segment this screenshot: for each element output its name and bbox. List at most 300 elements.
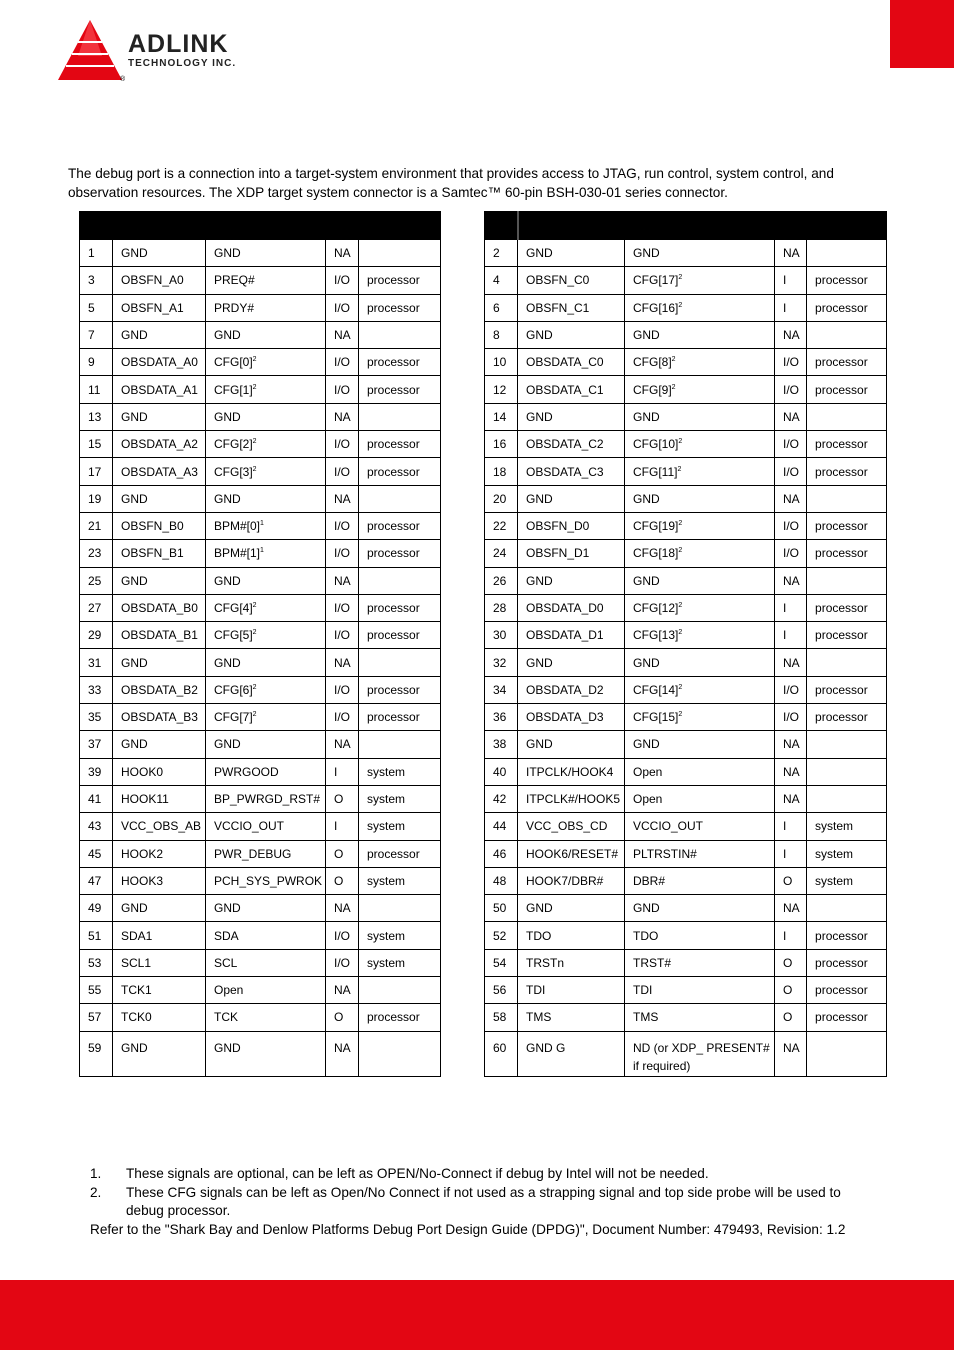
note-number: 2. (90, 1184, 102, 1200)
footnote-ref: 2 (252, 438, 257, 446)
signal-name: TDO (526, 928, 552, 943)
connection: CFG[12] (633, 601, 679, 615)
connection: GND (633, 491, 660, 506)
table-row (80, 594, 441, 621)
connection: BP_PWRGD_RST# (214, 792, 321, 807)
signal-name: HOOK6/RESET# (526, 846, 619, 861)
pin-number-cell (485, 949, 518, 976)
connection-cell (206, 594, 326, 621)
direction-cell (775, 704, 807, 731)
connection-cell (625, 895, 775, 922)
signal-name: OBSDATA_A2 (121, 437, 198, 452)
direction-cell (775, 240, 807, 267)
table-row (80, 512, 441, 539)
direction-cell (326, 594, 359, 621)
signal-name-cell (113, 240, 206, 267)
pin-number-cell (80, 294, 113, 321)
pin-number: 50 (493, 901, 507, 916)
pin-number: 54 (493, 955, 507, 970)
signal-name-cell (113, 376, 206, 403)
pin-number-cell (485, 840, 518, 867)
footnote-ref: 2 (252, 629, 257, 637)
connection: GND (633, 737, 660, 752)
signal-name-cell (113, 867, 206, 894)
connection-cell (625, 267, 775, 294)
power-domain-cell (807, 540, 887, 567)
pin-number: 49 (88, 901, 102, 916)
connection: SDA (214, 928, 239, 943)
table-row (485, 758, 887, 785)
power-domain-cell (807, 813, 887, 840)
pin-number: 4 (493, 273, 500, 288)
power-domain: processor (815, 546, 868, 561)
table-row (80, 240, 441, 267)
connection: GND (214, 655, 241, 670)
direction-cell (326, 403, 359, 430)
note-text: These signals are optional, can be left as OPEN/No-Connect if debug by Intel will not be needed. (126, 1166, 709, 1181)
table-row (485, 977, 887, 1004)
table-row (80, 349, 441, 376)
direction-cell (326, 294, 359, 321)
connection: GND (633, 655, 660, 670)
power-domain: system (367, 792, 406, 807)
direction: I (783, 628, 787, 643)
signal-name: OBSDATA_D1 (526, 628, 604, 643)
table-row (485, 704, 887, 731)
footnote-ref: 2 (678, 520, 683, 528)
pin-number: 47 (88, 873, 102, 888)
table-row (485, 267, 887, 294)
pin-number: 39 (88, 764, 102, 779)
note-2 (90, 1184, 880, 1221)
connection-cell (625, 949, 775, 976)
signal-name-cell (113, 458, 206, 485)
signal-name: VCC_OBS_AB (121, 819, 202, 834)
signal-name-cell (518, 649, 625, 676)
power-domain: processor (367, 273, 420, 288)
power-domain: processor (815, 382, 868, 397)
power-domain-cell (807, 840, 887, 867)
pin-number-cell (80, 949, 113, 976)
pin-number: 15 (88, 437, 102, 452)
connection: PRDY# (214, 300, 255, 315)
pin-number: 42 (493, 792, 507, 807)
table-row (80, 731, 441, 758)
power-domain: processor (367, 355, 420, 370)
table-row (80, 813, 441, 840)
connection-cell (206, 758, 326, 785)
connection: GND (633, 328, 660, 343)
connection-cell (625, 594, 775, 621)
direction: I/O (334, 628, 351, 643)
direction: I (783, 928, 787, 943)
connection: TMS (633, 1010, 659, 1025)
pin-number: 7 (88, 328, 95, 343)
direction: I (783, 819, 787, 834)
signal-name-cell (113, 676, 206, 703)
connection: CFG[14] (633, 682, 679, 697)
connection: GND (633, 246, 660, 261)
direction-cell (775, 294, 807, 321)
power-domain-cell (807, 594, 887, 621)
power-domain: system (815, 873, 854, 888)
direction-cell (326, 922, 359, 949)
signal-name-cell (113, 922, 206, 949)
signal-name: OBSFN_D1 (526, 546, 590, 561)
connection: CFG[11] (633, 464, 678, 479)
signal-name: ITPCLK#/HOOK5 (526, 792, 621, 807)
table-header (485, 212, 887, 240)
connection: CFG[5] (214, 628, 253, 643)
direction: O (334, 846, 344, 861)
signal-name: TCK0 (121, 1010, 152, 1025)
table-row (485, 240, 887, 267)
connection-cell (206, 785, 326, 812)
pin-number: 29 (88, 628, 102, 643)
table-row (485, 1031, 887, 1076)
direction: NA (334, 983, 351, 998)
signal-name-cell (113, 485, 206, 512)
signal-name-cell (518, 1004, 625, 1031)
connection-cell (625, 840, 775, 867)
direction: NA (783, 655, 800, 670)
power-domain-cell (359, 540, 441, 567)
direction: I/O (334, 382, 351, 397)
table-row (80, 376, 441, 403)
signal-name: GND (121, 573, 148, 588)
connection-cell (625, 922, 775, 949)
signal-name: GND (121, 901, 148, 916)
pin-number-cell (485, 294, 518, 321)
pin-number: 3 (88, 273, 95, 288)
signal-name: OBSDATA_D0 (526, 601, 604, 615)
pin-number: 26 (493, 573, 507, 588)
connection-cell (625, 731, 775, 758)
table-row (485, 649, 887, 676)
connection-cell (206, 567, 326, 594)
signal-name: OBSDATA_A1 (121, 382, 198, 397)
direction: I (334, 764, 338, 779)
power-domain-cell (807, 376, 887, 403)
footnote-ref: 2 (252, 711, 257, 719)
pin-number: 58 (493, 1010, 507, 1025)
pin-number: 30 (493, 628, 507, 643)
pin-number: 10 (493, 355, 507, 370)
direction-cell (326, 458, 359, 485)
connection: CFG[3] (214, 464, 253, 479)
direction: I/O (783, 519, 800, 534)
direction-cell (775, 649, 807, 676)
connection-cell (625, 1031, 775, 1076)
pin-number-cell (485, 922, 518, 949)
pin-number-cell (80, 867, 113, 894)
signal-name-cell (518, 403, 625, 430)
direction-cell (326, 731, 359, 758)
connection: Open (214, 983, 244, 998)
power-domain-cell (359, 512, 441, 539)
footnote-ref: 2 (252, 683, 257, 691)
direction-cell (775, 949, 807, 976)
direction-cell (326, 622, 359, 649)
pin-number: 44 (493, 819, 507, 834)
adlink-logo (56, 18, 271, 88)
power-domain-cell (359, 785, 441, 812)
power-domain: processor (367, 1010, 420, 1025)
table-header (80, 212, 441, 240)
signal-name: OBSDATA_B3 (121, 710, 198, 725)
direction-cell (775, 376, 807, 403)
direction: I/O (783, 382, 800, 397)
signal-name-cell (518, 485, 625, 512)
direction: NA (783, 246, 800, 261)
pin-number: 22 (493, 519, 507, 534)
pin-number-cell (485, 731, 518, 758)
power-domain-cell (359, 431, 441, 458)
table-row (80, 922, 441, 949)
signal-name-cell (518, 240, 625, 267)
signal-name-cell (113, 840, 206, 867)
power-domain: processor (815, 955, 868, 970)
pin-number: 33 (88, 682, 102, 697)
brand-tagline: TECHNOLOGY INC. (128, 58, 237, 69)
pin-number: 55 (88, 983, 102, 998)
connection: GND (214, 737, 241, 752)
direction-cell (775, 867, 807, 894)
pin-number: 6 (493, 300, 500, 315)
signal-name-cell (518, 594, 625, 621)
power-domain-cell (807, 977, 887, 1004)
pin-number-cell (80, 240, 113, 267)
direction-cell (326, 485, 359, 512)
signal-name: GND (121, 246, 148, 261)
signal-name: OBSDATA_D3 (526, 710, 604, 725)
power-domain: processor (815, 355, 868, 370)
pin-number: 34 (493, 682, 507, 697)
footnote-ref: 2 (252, 602, 257, 609)
footnote-ref: 2 (678, 711, 683, 719)
power-domain-cell (359, 867, 441, 894)
pin-number-cell (485, 785, 518, 812)
signal-name: OBSDATA_A0 (121, 355, 198, 370)
pin-number: 45 (88, 846, 102, 861)
table-row (485, 321, 887, 348)
connection-cell (625, 512, 775, 539)
registered-mark: ® (120, 76, 126, 83)
power-domain: processor (815, 437, 868, 452)
signal-name-cell (518, 540, 625, 567)
pin-number-cell (80, 431, 113, 458)
power-domain-cell (359, 376, 441, 403)
signal-name: SCL1 (121, 955, 152, 970)
direction-cell (775, 622, 807, 649)
pin-number: 31 (88, 655, 102, 670)
note-1 (90, 1165, 880, 1184)
power-domain: processor (815, 628, 868, 643)
signal-name-cell (113, 1031, 206, 1076)
power-domain: processor (815, 464, 868, 479)
pin-number-cell (80, 458, 113, 485)
signal-name-cell (113, 1004, 206, 1031)
table-row (80, 977, 441, 1004)
signal-name-cell (518, 294, 625, 321)
direction-cell (326, 267, 359, 294)
power-domain-cell (359, 294, 441, 321)
connection: CFG[8] (633, 355, 672, 370)
direction-cell (775, 813, 807, 840)
direction: NA (334, 328, 351, 343)
connection: BPM#[0] (214, 519, 261, 534)
connection-cell (625, 540, 775, 567)
direction-cell (326, 977, 359, 1004)
connection: TDO (633, 928, 659, 943)
connection: DBR# (633, 873, 666, 888)
signal-name: GND G (526, 1040, 566, 1055)
connection-cell (206, 349, 326, 376)
pin-number: 2 (493, 246, 500, 261)
direction: O (783, 955, 793, 970)
power-domain-cell (807, 649, 887, 676)
pin-number-cell (485, 1031, 518, 1076)
direction-cell (775, 922, 807, 949)
power-domain: processor (815, 928, 868, 943)
connection: Open (633, 764, 663, 779)
table-row (485, 676, 887, 703)
direction: I/O (334, 464, 351, 479)
connection-cell (206, 840, 326, 867)
footnote-ref: 2 (678, 274, 683, 282)
pin-number: 20 (493, 491, 507, 506)
direction-cell (775, 431, 807, 458)
signal-name-cell (518, 977, 625, 1004)
corner-tab (890, 0, 954, 68)
power-domain: processor (367, 682, 420, 697)
table-row (485, 567, 887, 594)
connection-cell (625, 758, 775, 785)
connection: GND (633, 409, 660, 424)
power-domain-cell (807, 485, 887, 512)
power-domain: system (367, 928, 406, 943)
power-domain-cell (359, 403, 441, 430)
power-domain: processor (367, 846, 420, 861)
pin-number: 14 (493, 409, 507, 424)
connection: TDI (633, 983, 653, 998)
direction-cell (326, 704, 359, 731)
signal-name-cell (518, 813, 625, 840)
pin-table-even (484, 211, 887, 1077)
direction: I/O (783, 682, 800, 697)
pin-number: 27 (88, 601, 102, 615)
pin-number-cell (485, 540, 518, 567)
pin-number-cell (80, 840, 113, 867)
connection-cell (625, 567, 775, 594)
signal-name: GND (526, 573, 553, 588)
signal-name: GND (526, 246, 553, 261)
signal-name-cell (113, 349, 206, 376)
signal-name-cell (113, 758, 206, 785)
power-domain-cell (359, 321, 441, 348)
table-row (80, 649, 441, 676)
direction-cell (775, 540, 807, 567)
power-domain-cell (359, 1004, 441, 1031)
direction-cell (326, 676, 359, 703)
power-domain-cell (807, 321, 887, 348)
signal-name: OBSDATA_C3 (526, 464, 604, 479)
table-row (485, 294, 887, 321)
connection: VCCIO_OUT (214, 819, 285, 834)
connection-cell (625, 403, 775, 430)
table-row (80, 895, 441, 922)
pin-number-cell (80, 731, 113, 758)
connection-cell (206, 813, 326, 840)
table-row (80, 267, 441, 294)
pin-number: 53 (88, 955, 102, 970)
signal-name: TRSTn (526, 955, 565, 970)
connection: VCCIO_OUT (633, 819, 704, 834)
footer-bar (0, 1280, 954, 1350)
signal-name-cell (518, 785, 625, 812)
power-domain-cell (359, 1031, 441, 1076)
signal-name: GND (121, 737, 148, 752)
connection-cell (625, 622, 775, 649)
direction: NA (334, 737, 351, 752)
signal-name: OBSDATA_B0 (121, 601, 198, 615)
power-domain-cell (807, 895, 887, 922)
pin-number-cell (80, 376, 113, 403)
direction: I/O (334, 355, 351, 370)
table-row (80, 485, 441, 512)
pin-number: 37 (88, 737, 102, 752)
power-domain: processor (367, 300, 420, 315)
signal-name-cell (518, 895, 625, 922)
signal-name-cell (518, 267, 625, 294)
direction: I (783, 601, 787, 615)
table-row (485, 431, 887, 458)
power-domain-cell (807, 240, 887, 267)
connection: CFG[0] (214, 355, 253, 370)
power-domain-cell (359, 758, 441, 785)
direction: I/O (334, 519, 351, 534)
power-domain-cell (359, 567, 441, 594)
table-row (80, 949, 441, 976)
connection-cell (625, 458, 775, 485)
direction: NA (783, 901, 800, 916)
power-domain: processor (815, 273, 868, 288)
pin-number-cell (485, 458, 518, 485)
pin-number-cell (80, 649, 113, 676)
direction: NA (783, 491, 800, 506)
power-domain-cell (359, 895, 441, 922)
connection: BPM#[1] (214, 546, 261, 561)
direction: I/O (783, 710, 800, 725)
signal-name: OBSDATA_C1 (526, 382, 604, 397)
table-row (80, 840, 441, 867)
power-domain-cell (807, 1031, 887, 1076)
pin-number-cell (485, 403, 518, 430)
signal-name-cell (113, 403, 206, 430)
direction: I/O (334, 682, 351, 697)
signal-name-cell (518, 622, 625, 649)
connection-cell (206, 540, 326, 567)
connection-cell (206, 403, 326, 430)
direction-cell (326, 240, 359, 267)
signal-name: OBSDATA_D2 (526, 682, 604, 697)
signal-name-cell (518, 1031, 625, 1076)
power-domain-cell (359, 922, 441, 949)
direction: I (334, 819, 338, 834)
pin-number: 59 (88, 1040, 102, 1055)
connection-cell (625, 376, 775, 403)
signal-name: GND (526, 737, 553, 752)
